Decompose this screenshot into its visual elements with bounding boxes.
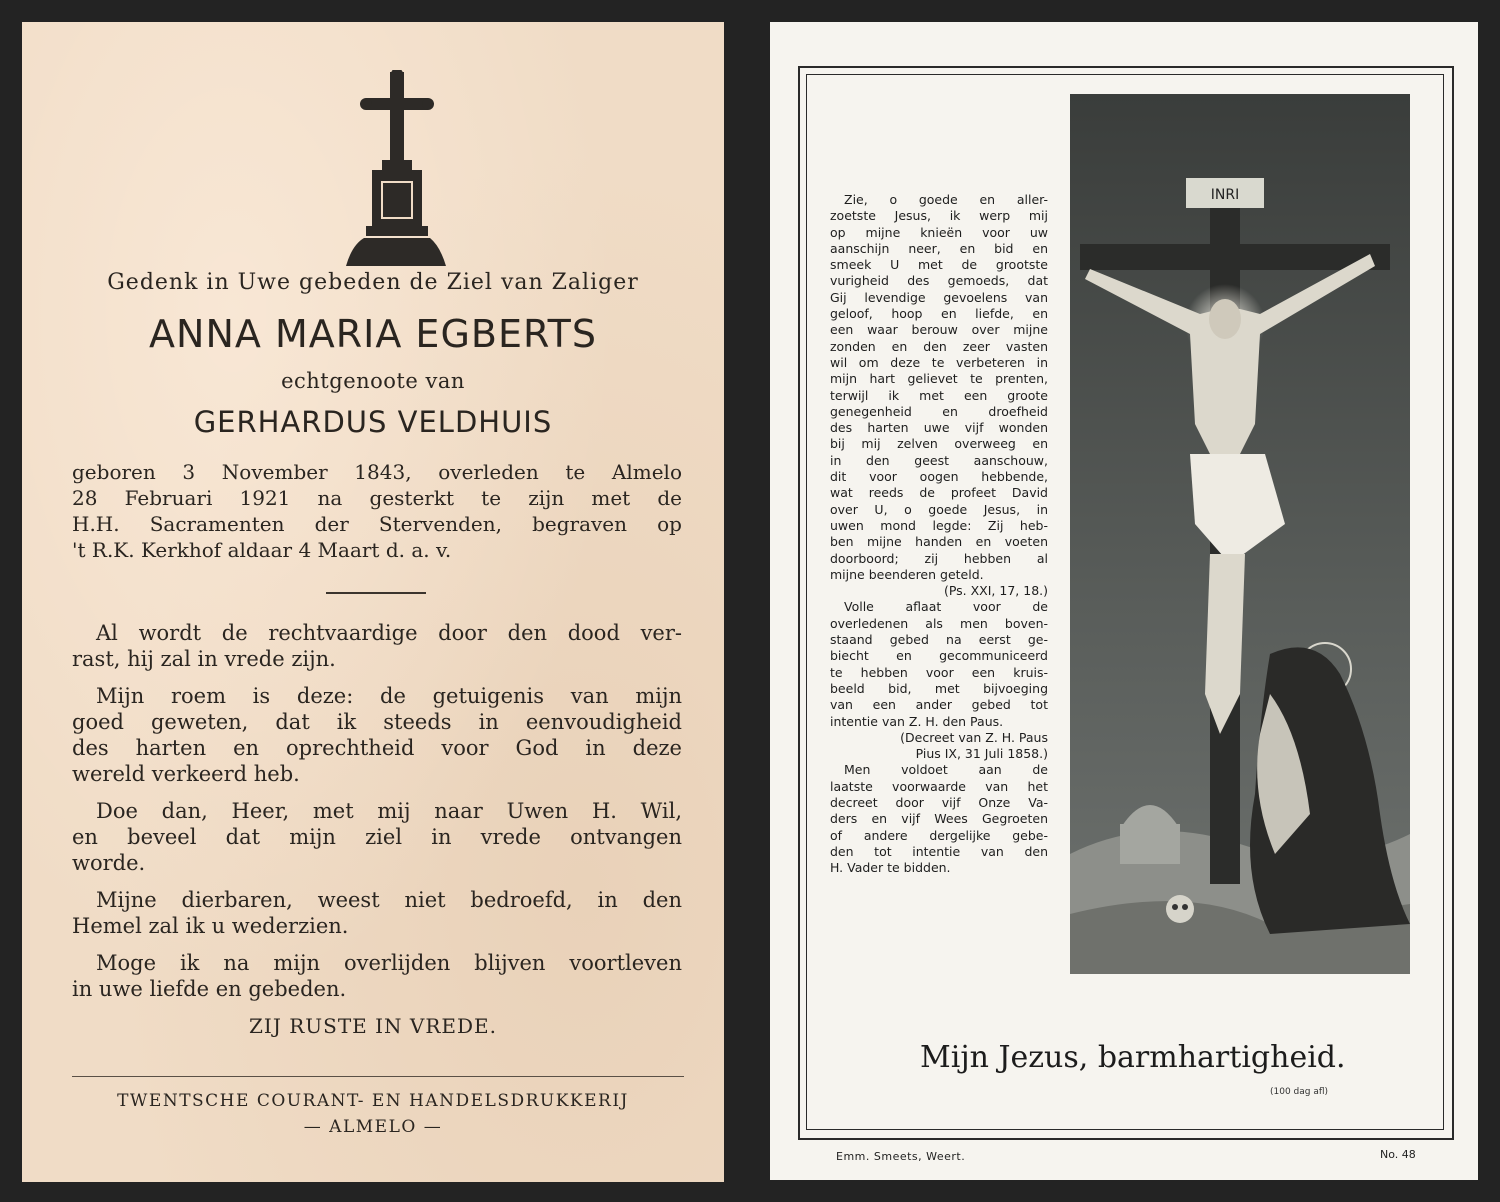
verse-line: Mijne dierbaren, weest niet bedroefd, in den (96, 888, 682, 912)
prayer-line: geloof, hoop en liefde, en (830, 306, 1048, 322)
prayer-line: te hebben voor een kruis- (830, 664, 1048, 680)
biography (72, 459, 682, 563)
verse-line: Doe dan, Heer, met mij naar Uwen H. Wil, (96, 799, 682, 823)
prayer-line: uwen mond legde: Zij heb- (830, 517, 1048, 533)
divider-rule (72, 1076, 684, 1077)
prayer-line: zoetste Jesus, ik werp mij (830, 208, 1048, 224)
prayer-line: beeld bid, met bijvoeging (830, 680, 1048, 696)
prayer-line: over U, o goede Jesus, in (830, 501, 1048, 517)
prayer-line: wat reeds de profeet David (830, 485, 1048, 501)
inri-sign: INRI (1210, 187, 1240, 203)
prayer-line: staand gebed na eerst ge- (830, 632, 1048, 648)
prayer-line: H. Vader te bidden. (830, 860, 951, 876)
prayer-text (830, 192, 1048, 876)
spouse-name: GERHARDUS VELDHUIS (193, 405, 553, 439)
prayer-line: intentie van Z. H. den Paus. (830, 713, 1004, 729)
cross-on-pedestal-icon (340, 70, 450, 270)
verse-line: Al wordt de rechtvaardige door den dood ver- (96, 621, 682, 645)
prayer-line: ben mijne handen en voeten (830, 534, 1048, 550)
prayer-line: decreet door vijf Onze Va- (830, 794, 1048, 810)
prayer-line: genegenheid en droefheid (830, 403, 1048, 419)
prayer-line: in den geest aanschouw, (830, 452, 1048, 468)
verse (72, 887, 682, 939)
prayer-line: dit voor oogen hebbende, (830, 469, 1048, 485)
verse-line: wereld verkeerd heb. (72, 762, 300, 786)
verse-line: rast, hij zal in vrede zijn. (72, 647, 336, 671)
bio-line: H.H. Sacramenten der Stervenden, begraven op (72, 512, 682, 536)
prayer-line: mijn hart gelievet te prenten, (830, 371, 1048, 387)
indulgence-note: (100 dag afl) (1270, 1087, 1329, 1097)
verse (72, 620, 682, 672)
verse-line: worde. (72, 851, 146, 875)
verse (72, 798, 682, 876)
prayer-line: van een ander gebed tot (830, 697, 1048, 713)
scripture-reference: (Ps. XXI, 17, 18.) (943, 583, 1048, 599)
crucifixion-illustration (1070, 94, 1410, 974)
bio-line: geboren 3 November 1843, overleden te Almelo (72, 460, 682, 484)
prayer-line: ders en vijf Wees Gegroeten (830, 811, 1048, 827)
prayer-line: Men voldoet aan de (844, 762, 1048, 778)
verse-line: des harten en oprechtheid voor God in deze (72, 736, 682, 760)
memorial-card-back (770, 22, 1478, 1180)
publisher: Emm. Smeets, Weert. (836, 1150, 966, 1163)
prayer-line: mijne beenderen geteld. (830, 566, 984, 582)
rest-in-peace: ZIJ RUSTE IN VREDE. (249, 1014, 497, 1038)
prayer-line: zonden en den zeer vasten (830, 338, 1048, 354)
memorial-card-front (22, 22, 724, 1182)
verse-line: Mijn roem is deze: de getuigenis van mijn (96, 684, 682, 708)
prayer-line: aanschijn neer, en bid en (830, 240, 1048, 256)
verse-line: Moge ik na mijn overlijden blijven voortleven (96, 951, 682, 975)
divider (326, 592, 426, 594)
prayer-line: vurigheid des gemoeds, dat (830, 273, 1048, 289)
verse (72, 683, 682, 787)
spouse-intro: echtgenoote van (281, 369, 465, 393)
prayer-line: biecht en gecommuniceerd (830, 648, 1048, 664)
prayer-line: of andere dergelijke gebe- (830, 827, 1048, 843)
card-number: No. 48 (1380, 1148, 1416, 1161)
prayer-line: den tot intentie van den (830, 843, 1048, 859)
intro-line: Gedenk in Uwe gebeden de Ziel van Zaliger (107, 270, 639, 295)
printer-name: TWENTSCHE COURANT- EN HANDELSDRUKKERIJ (117, 1091, 629, 1111)
printer-city: — ALMELO — (303, 1117, 443, 1137)
prayer-line: terwijl ik met een groote (830, 387, 1048, 403)
prayer-line: Gij levendige gevoelens van (830, 289, 1048, 305)
verse-line: en beveel dat mijn ziel in vrede ontvangen (72, 825, 682, 849)
prayer-line: Zie, o goede en aller- (844, 192, 1048, 207)
prayer-line: bij mij zelven overweeg en (830, 436, 1048, 452)
prayer-line: op mijne knieën voor uw (830, 224, 1048, 240)
motto: Mijn Jezus, barmhartigheid. (920, 1040, 1346, 1075)
prayer-line: smeek U met de grootste (830, 257, 1048, 273)
prayer-line: doorboord; zij hebben al (830, 550, 1048, 566)
prayer-line: Volle aflaat voor de (844, 599, 1048, 615)
prayer-line: des harten uwe vijf wonden (830, 420, 1048, 436)
prayer-line: overledenen als men boven- (830, 615, 1048, 631)
verse-line: Hemel zal ik u wederzien. (72, 914, 349, 938)
prayer-line: wil om deze te verbeteren in (830, 354, 1048, 370)
verse-line: goed geweten, dat ik steeds in eenvoudigheid (72, 710, 682, 734)
decree-reference: (Decreet van Z. H. Paus (900, 729, 1048, 745)
bio-line: 28 Februari 1921 na gesterkt te zijn met de (72, 486, 682, 510)
deceased-name: ANNA MARIA EGBERTS (149, 312, 597, 356)
prayer-line: laatste voorwaarde van het (830, 778, 1048, 794)
decree-reference: Pius IX, 31 Juli 1858.) (915, 746, 1048, 762)
verse (72, 950, 682, 1002)
verse-line: in uwe liefde en gebeden. (72, 977, 347, 1001)
verses (72, 620, 682, 1013)
bio-line: 't R.K. Kerkhof aldaar 4 Maart d. a. v. (72, 538, 452, 562)
prayer-line: een waar berouw over mijne (830, 322, 1048, 338)
